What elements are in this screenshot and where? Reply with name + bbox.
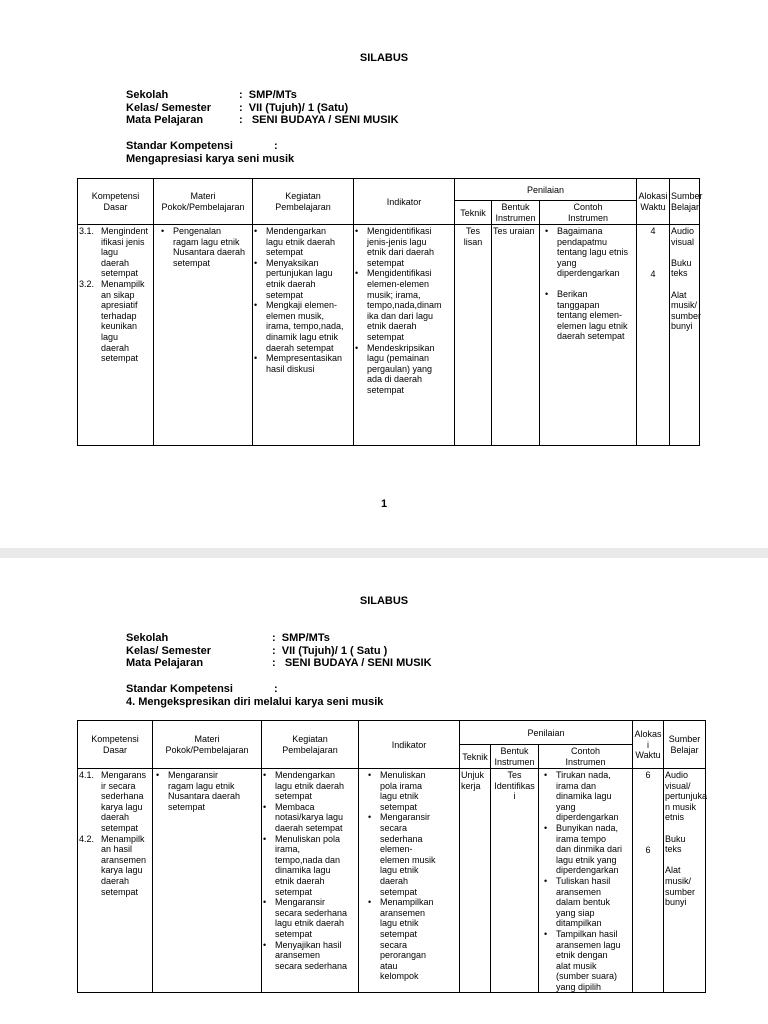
syllabus-table	[77, 720, 706, 993]
page-number: 1	[380, 498, 388, 510]
header-teknik: Teknik	[462, 751, 488, 762]
header-meta	[126, 89, 399, 127]
list-item: • Mengidentifikasi jenis-jenis lagu etnik dari daerah setempat	[355, 226, 453, 268]
list-item: • Mengaransir ragam lagu etnik Nusantara daerah setempat	[156, 770, 260, 812]
header-sumber: Sumber Belajar	[671, 191, 703, 212]
list-item: 4.2. Menampilk an hasil aransemen karya lagu daerah setempat	[79, 833, 147, 897]
cell-kegiatan	[253, 225, 354, 446]
header-materi: Materi Pokok/Pembelajaran	[161, 191, 245, 212]
sk-text: 4. Mengekspresikan diri melalui karya seni musik	[126, 696, 384, 708]
document-page-2	[0, 558, 768, 1024]
list-item: • Menyaksikan pertunjukan lagu etnik daerah setempat	[254, 258, 352, 300]
header-meta	[126, 632, 432, 670]
cell-alokasi	[637, 225, 670, 446]
cell-teknik: Unjuk kerja	[461, 770, 485, 791]
meta-label: Sekolah	[126, 632, 169, 644]
list-item: • Mengkaji elemen- elemen musik, irama, tempo,nada, dinamik lagu etnik daerah setempat	[254, 300, 352, 353]
cell-kegiatan	[262, 769, 359, 993]
alokasi-value: 6	[645, 770, 651, 780]
meta-value: : VII (Tujuh)/ 1 ( Satu )	[272, 644, 388, 657]
meta-value: : SMP/MTs	[272, 632, 330, 644]
header-kompetensi-dasar: Kompetensi Dasar	[91, 191, 140, 212]
meta-row-kelas	[126, 102, 399, 115]
cell-bentuk: Tes Identifikas i	[494, 770, 535, 802]
list-item: • Tuliskan hasil aransemen dalam bentuk yang siap ditampilkan	[544, 876, 631, 929]
sk-colon: :	[274, 683, 278, 695]
header-contoh: Contoh Instrumen	[565, 746, 606, 767]
list-item: • Bagaimana pendapatmu tentang lagu etnis yang diperdengarkan	[545, 226, 635, 279]
header-materi: Materi Pokok/Pembelajaran	[165, 734, 249, 755]
syllabus-table	[77, 178, 703, 446]
cell-kompetensi-dasar	[78, 769, 153, 993]
sk-colon: :	[274, 140, 278, 152]
list-item: • Menampilkan aransemen lagu etnik setempat secara perorangan atau kelompok	[368, 897, 458, 982]
header-teknik: Teknik	[460, 207, 486, 218]
list-item: • Mengaransir secara sederhana lagu etnik daerah setempat	[263, 897, 357, 939]
cell-indikator	[354, 225, 455, 446]
header-kegiatan: Kegiatan Pembelajaran	[282, 734, 338, 755]
header-sumber: Sumber Belajar	[668, 734, 701, 755]
page-title: SILABUS	[359, 595, 409, 607]
header-bentuk: Bentuk Instrumen	[494, 746, 535, 767]
meta-label: Kelas/ Semester	[126, 101, 211, 114]
meta-label: Sekolah	[126, 89, 169, 101]
header-penilaian: Penilaian	[527, 727, 565, 738]
header-bentuk: Bentuk Instrumen	[495, 202, 536, 223]
list-item: • Mendengarkan lagu etnik daerah setempat	[263, 770, 357, 802]
meta-row-mapel	[126, 114, 399, 127]
list-item: • Menuliskan pola irama, tempo,nada dan dinamika lagu etnik daerah setempat	[263, 834, 357, 898]
list-item: • Menyajikan hasil aransemen secara sederhana	[263, 940, 357, 972]
cell-teknik: Tes lisan	[463, 226, 483, 247]
list-item: • Tirukan nada, irama dan dinamika lagu yang diperdengarkan	[544, 770, 631, 823]
standar-kompetensi	[126, 683, 383, 709]
meta-value: : VII (Tujuh)/ 1 (Satu)	[239, 101, 349, 114]
header-alokasi: Alokas i Waktu	[634, 729, 662, 761]
list-item: • Menuliskan pola irama lagu etnik setempat	[368, 770, 458, 812]
sk-label: Standar Kompetensi	[126, 683, 233, 695]
cell-contoh	[540, 225, 637, 446]
list-item: • Mengaransir secara sederhana elemen- elemen musik lagu etnik daerah setempat	[368, 812, 458, 897]
header-indikator: Indikator	[386, 196, 422, 207]
meta-row-kelas	[126, 645, 432, 658]
list-item: 4.1. Mengarans ir secara sederhana karya lagu daerah setempat	[79, 770, 147, 833]
header-indikator: Indikator	[391, 739, 427, 750]
list-item: 3.1. Mengindent ifikasi jenis lagu daerah setempat	[79, 226, 149, 279]
cell-materi	[153, 769, 262, 993]
meta-value: : SENI BUDAYA / SENI MUSIK	[239, 114, 399, 126]
standar-kompetensi	[126, 140, 294, 166]
cell-alokasi	[633, 769, 664, 993]
header-contoh: Contoh Instrumen	[567, 202, 609, 223]
cell-sumber: Audio visual Buku teks Alat musik/ sumber bunyi	[671, 226, 702, 332]
meta-label: Kelas/ Semester	[126, 644, 211, 657]
header-kompetensi-dasar: Kompetensi Dasar	[91, 734, 139, 755]
cell-bentuk: Tes uraian	[493, 226, 535, 236]
header-alokasi: Alokasi Waktu	[638, 191, 668, 212]
list-item: • Mengidentifikasi elemen-elemen musik; irama, tempo,nada,dinam ika dan dari lagu etnik daerah setempat	[355, 268, 453, 342]
alokasi-value: 6	[645, 844, 651, 855]
list-item: • Pengenalan ragam lagu etnik Nusantara daerah setempat	[161, 226, 251, 268]
cell-sumber: Audio visual/ pertunjuka n musik etnis Buku teks Alat musik/ sumber bunyi	[665, 770, 708, 908]
header-penilaian: Penilaian	[526, 184, 565, 195]
alokasi-value: 4	[650, 268, 656, 279]
list-item: • Mendeskripsikan lagu (pemainan pergaulan) yang ada di daerah setempat	[355, 343, 453, 396]
alokasi-value: 4	[650, 226, 656, 236]
header-kegiatan: Kegiatan Pembelajaran	[275, 191, 331, 212]
cell-materi	[154, 225, 253, 446]
sk-text: Mengapresiasi karya seni musik	[126, 153, 295, 165]
meta-row-mapel	[126, 657, 432, 670]
meta-row-sekolah	[126, 632, 432, 645]
list-item: • Membaca notasi/karya lagu daerah setempat	[263, 802, 357, 834]
cell-contoh	[539, 769, 633, 993]
meta-label: Mata Pelajaran	[126, 114, 204, 126]
meta-value: : SENI BUDAYA / SENI MUSIK	[272, 657, 432, 669]
cell-indikator	[359, 769, 460, 993]
meta-row-sekolah	[126, 89, 399, 102]
list-item: • Mendengarkan lagu etnik daerah setempat	[254, 226, 352, 258]
cell-kompetensi-dasar	[78, 225, 154, 446]
list-item: • Mempresentasikan hasil diskusi	[254, 353, 352, 374]
list-item: 3.2. Menampilk an sikap apresiatif terhadap keunikan lagu daerah setempat	[79, 278, 145, 364]
list-item: • Bunyikan nada, irama tempo dan dinmika dari lagu etnik yang diperdengarkan	[544, 823, 631, 876]
list-item: • Tampilkan hasil aransemen lagu etnik dengan alat musik (sumber suara) yang dipilih	[544, 929, 631, 993]
list-item: • Berikan tanggapan tentang elemen- elemen lagu etnik daerah setempat	[545, 289, 635, 342]
meta-value: : SMP/MTs	[239, 89, 297, 101]
meta-label: Mata Pelajaran	[126, 657, 204, 669]
page-title: SILABUS	[359, 52, 409, 64]
sk-label: Standar Kompetensi	[126, 140, 233, 152]
